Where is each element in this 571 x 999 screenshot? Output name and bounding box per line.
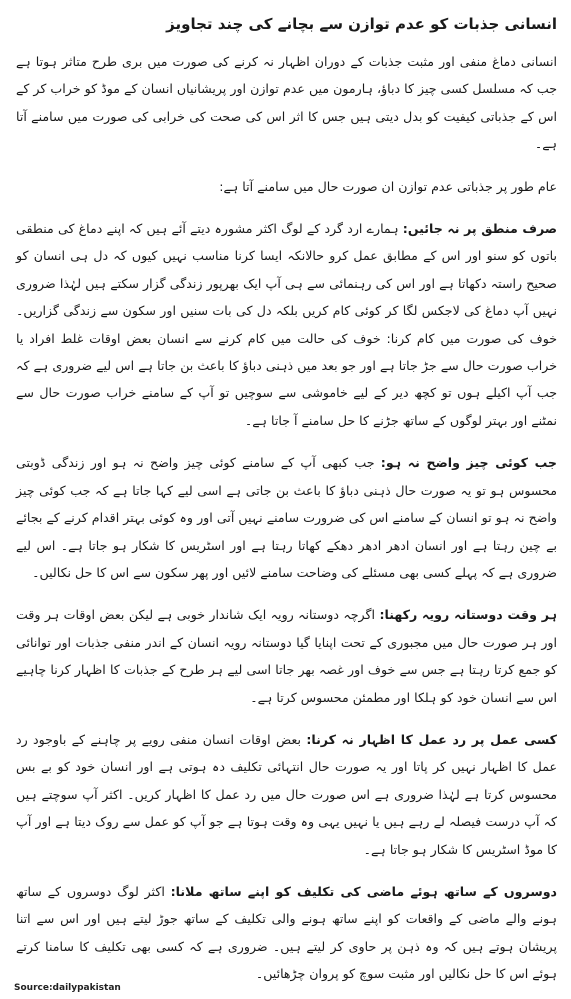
section-paragraph: [16, 726, 557, 863]
article-title: انسانی جذبات کو عدم توازن سے بچانے کی چند تجاویز: [166, 15, 557, 33]
section-paragraph: [16, 878, 557, 988]
section-body: جب کبھی آپ کے سامنے کوئی چیز واضح نہ ہو اور زندگی ڈوبتی محسوس ہو تو یہ صورت حال ذہنی دباؤ کا باعث بن جاتی ہے اسی لیے کہا جاتا ہے کہ جب کوئی چیز واضح نہ ہو تو انسان کے سامنے اس کی ضرورت سامنے نہیں آتی اور وہ کوئی بہتر اقدام کرنے کے بجائے بے چین رہتا ہے اور انسان ادھر ادھر دھکے کھاتا رہتا ہے اور اسٹریس کا شکار ہو جاتا ہے۔ اس لیے ضروری ہے کہ پہلے کسی بھی مسئلے کی وضاحت سامنے لائیں اور پھر سکون سے اس کا حل نکالیں۔: [16, 455, 557, 580]
subheading: عام طور پر جذباتی عدم توازن ان صورت حال میں سامنے آتا ہے:: [219, 178, 557, 194]
section-lead: صرف منطق پر نہ جائیں:: [402, 221, 557, 237]
section-body: اگرچہ دوستانہ رویہ ایک شاندار خوبی ہے لیکن بعض اوقات ہر وقت اور ہر صورت حال میں مجبوری کے تحت اپنایا گیا دوستانہ رویہ انسان کے اندر منفی جذبات اور توانائی کو جمع کرتا رہتا ہے جس سے خوف اور غصہ بھر جاتا اسی لیے ہر طرح کے جذبات کا اظہار کرنا چاہیے اس سے انسان خود کو ہلکا اور مطمئن محسوس کرتا ہے۔: [16, 607, 557, 705]
section-lead: جب کوئی چیز واضح نہ ہو:: [380, 455, 557, 471]
section-body: بعض اوقات انسان منفی رویے پر چاہنے کے باوجود رد عمل کا اظہار نہیں کر پاتا اور یہ صورت حال انتہائی تکلیف دہ ہوتی ہے اور انسان خود کو بے بس محسوس کرتا ہے لہٰذا ضروری ہے اس صورت حال میں رد عمل کا اظہار کریں۔ اکثر آپ سوچتے ہیں کہ آپ درست فیصلہ لے رہے ہیں یا نہیں یہی وہ وقت ہوتا ہے جو آپ کو عمل سے روک دیتا ہے اور آپ کا موڈ اسٹریس کا شکار ہو جاتا ہے۔: [16, 731, 557, 857]
section-paragraph: [16, 215, 557, 434]
section-body: اکثر لوگ دوسروں کے ساتھ ہونے والے ماضی کے واقعات کو اپنے ساتھ ہونے والی تکلیف کے ساتھ جوڑ لیتے ہیں اور اس سے اتنا پریشان ہوتے ہیں کہ وہ ذہن پر حاوی کر لیتے ہیں۔ ضروری ہے کہ کسی بھی تکلیف کا سامنا کرتے ہوئے اس کا حل نکالیں اور مثبت سوچ کو پروان چڑھائیں۔: [16, 883, 557, 982]
section-body: ہمارے ارد گرد کے لوگ اکثر مشورہ دیتے آئے ہیں کہ اپنے دماغ کی منطقی باتوں کو سنو اور اس کے مطابق عمل کرو حالانکہ ایسا کرنا مناسب نہیں کیوں کہ دل ہی انسان کو صحیح راستہ دکھاتا ہے اور اس کی رہنمائی سے ہی آپ ایک بھرپور زندگی گزار سکتے ہیں لہٰذا ضروری نہیں آپ دماغ کی لاجکس لگا کر کوئی کام کریں بلکہ دل کی بات سنیں اور سکون سے زندگی گزاریں۔ خوف کی صورت میں کام کرنا: خوف کی حالت میں کام کرنے سے انسان بعض اوقات غلط افراد یا خراب صورت حال سے جڑ جاتا ہے اور جو بعد میں ذہنی دباؤ کا باعث بن جاتا ہے اس لیے ضروری ہے کہ جب آپ اکیلے ہوں تو کچھ دیر کے لیے خاموشی سے سوچیں تو آپ کے سامنے خراب صورت حال سے نمٹنے اور بہتر لوگوں کے ساتھ جڑنے کا حل سامنے آ جاتا ہے۔: [16, 221, 557, 428]
intro-paragraph: انسانی دماغ منفی اور مثبت جذبات کے دوران اظہار نہ کرنے کی صورت میں بری طرح متاثر ہوتا ہے جب کہ مسلسل کسی چیز کا دباؤ، ہارمون میں عدم توازن اور پریشانیاں انسان کے موڈ کو خراب کر کے اس کے جذباتی کیفیت کو بدل دیتی ہیں جس کا اثر اس کی صحت کی خرابی کی صورت میں سامنے آتا ہے۔: [16, 54, 557, 152]
section-lead: کسی عمل پر رد عمل کا اظہار نہ کرنا:: [306, 731, 557, 747]
section-lead: دوسروں کے ساتھ ہوئے ماضی کی تکلیف کو اپنے ساتھ ملانا:: [170, 883, 557, 899]
section-lead: ہر وقت دوستانہ رویہ رکھنا:: [379, 607, 557, 623]
source-credit: Source:dailypakistan: [14, 983, 121, 993]
section-paragraph: [16, 601, 557, 711]
section-paragraph: [16, 449, 557, 586]
